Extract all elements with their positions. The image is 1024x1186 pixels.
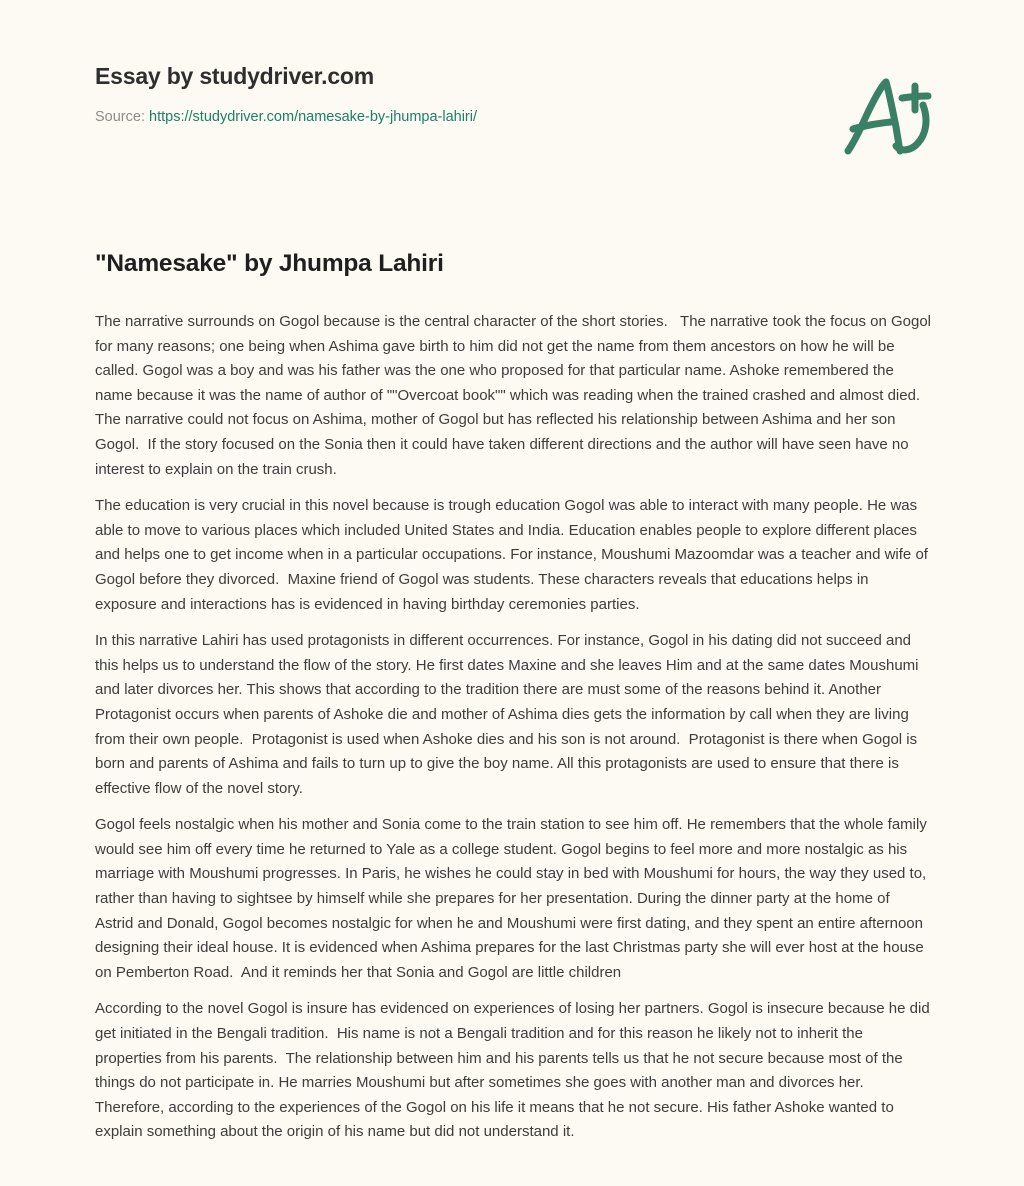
essay-article	[95, 248, 936, 1145]
source-url-link[interactable]: https://studydriver.com/namesake-by-jhumpa-lahiri/	[149, 109, 478, 125]
essay-paragraph: The education is very crucial in this novel because is trough education Gogol was able to interact with many people. He was able to move to various places which included United States and India. Education enables people to explore different places and helps one to get income when in a particular occupations. For instance, Moushumi Mazoomdar was a teacher and wife of Gogol before they divorced. Maxine friend of Gogol was students. These characters reveals that educations helps in exposure and interactions has is evidenced in having birthday ceremonies parties.	[95, 497, 933, 613]
essay-paragraph: According to the novel Gogol is insure has evidenced on experiences of losing her partners. Gogol is insecure because he did get initiated in the Bengali tradition. His name is not a Bengali tradition and for this reason he likely not to inherit the properties from his parents. The relationship between him and his parents tells us that he not secure because most of the things do not participate in. He marries Moushumi but after sometimes she goes with another man and divorces her. Therefore, according to the experiences of the Gogol on his life it means that he not secure. His father Ashoke wanted to explain something about the origin of his name but did not understand it.	[95, 1000, 934, 1141]
a-plus-icon	[839, 72, 939, 160]
brand-title: Essay by studydriver.com	[95, 63, 375, 89]
source-line	[95, 107, 929, 127]
source-label: Source:	[95, 109, 145, 125]
page-header	[95, 62, 929, 127]
studydriver-a-plus-logo	[839, 72, 939, 160]
page-title: "Namesake" by Jhumpa Lahiri	[95, 250, 444, 277]
essay-paragraph: In this narrative Lahiri has used protagonists in different occurrences. For instance, Gogol in his dating did not succeed and this helps us to understand the flow of the story. He first dates Maxine and she leaves Him and at the same dates Moushumi and later divorces her. This shows that according to the tradition there are must some of the reasons behind it. Another Protagonist occurs when parents of Ashoke die and mother of Ashima dies gets the information by call when they are living from their own people. Protagonist is used when Ashoke dies and his son is not around. Protagonist is there when Gogol is born and parents of Ashima and fails to turn up to give the boy name. All this protagonists are used to ensure that there is effective flow of the novel story.	[95, 632, 923, 797]
essay-paragraph: Gogol feels nostalgic when his mother and Sonia come to the train station to see him off. He remembers that the whole family would see him off every time he returned to Yale as a college student. Gogol begins to feel more and more nostalgic as his marriage with Moushumi progresses. In Paris, he wishes he could stay in bed with Moushumi for hours, the way they used to, rather than having to sightsee by himself while she prepares for her presentation. During the dinner party at the home of Astrid and Donald, Gogol becomes nostalgic for when he and Moushumi were first dating, and they spent an entire afternoon designing their ideal house. It is evidenced when Ashima prepares for the last Christmas party she will ever host at the house on Pemberton Road. And it reminds her that Sonia and Gogol are little children	[95, 816, 931, 981]
essay-paragraph: The narrative surrounds on Gogol because is the central character of the short stories. The narrative took the focus on Gogol for many reasons; one being when Ashima gave birth to him did not get the name from them ancestors on how he will be called. Gogol was a boy and was his father was the one who proposed for that particular name. Ashoke remembered the name because it was the name of author of ""Overcoat book"" which was reading when the trained crashed and almost died. The narrative could not focus on Ashima, mother of Gogol but has reflected his relationship between Ashima and her son Gogol. If the story focused on the Sonia then it could have taken different directions and the author will have seen have no interest to explain on the train crush.	[95, 313, 936, 478]
